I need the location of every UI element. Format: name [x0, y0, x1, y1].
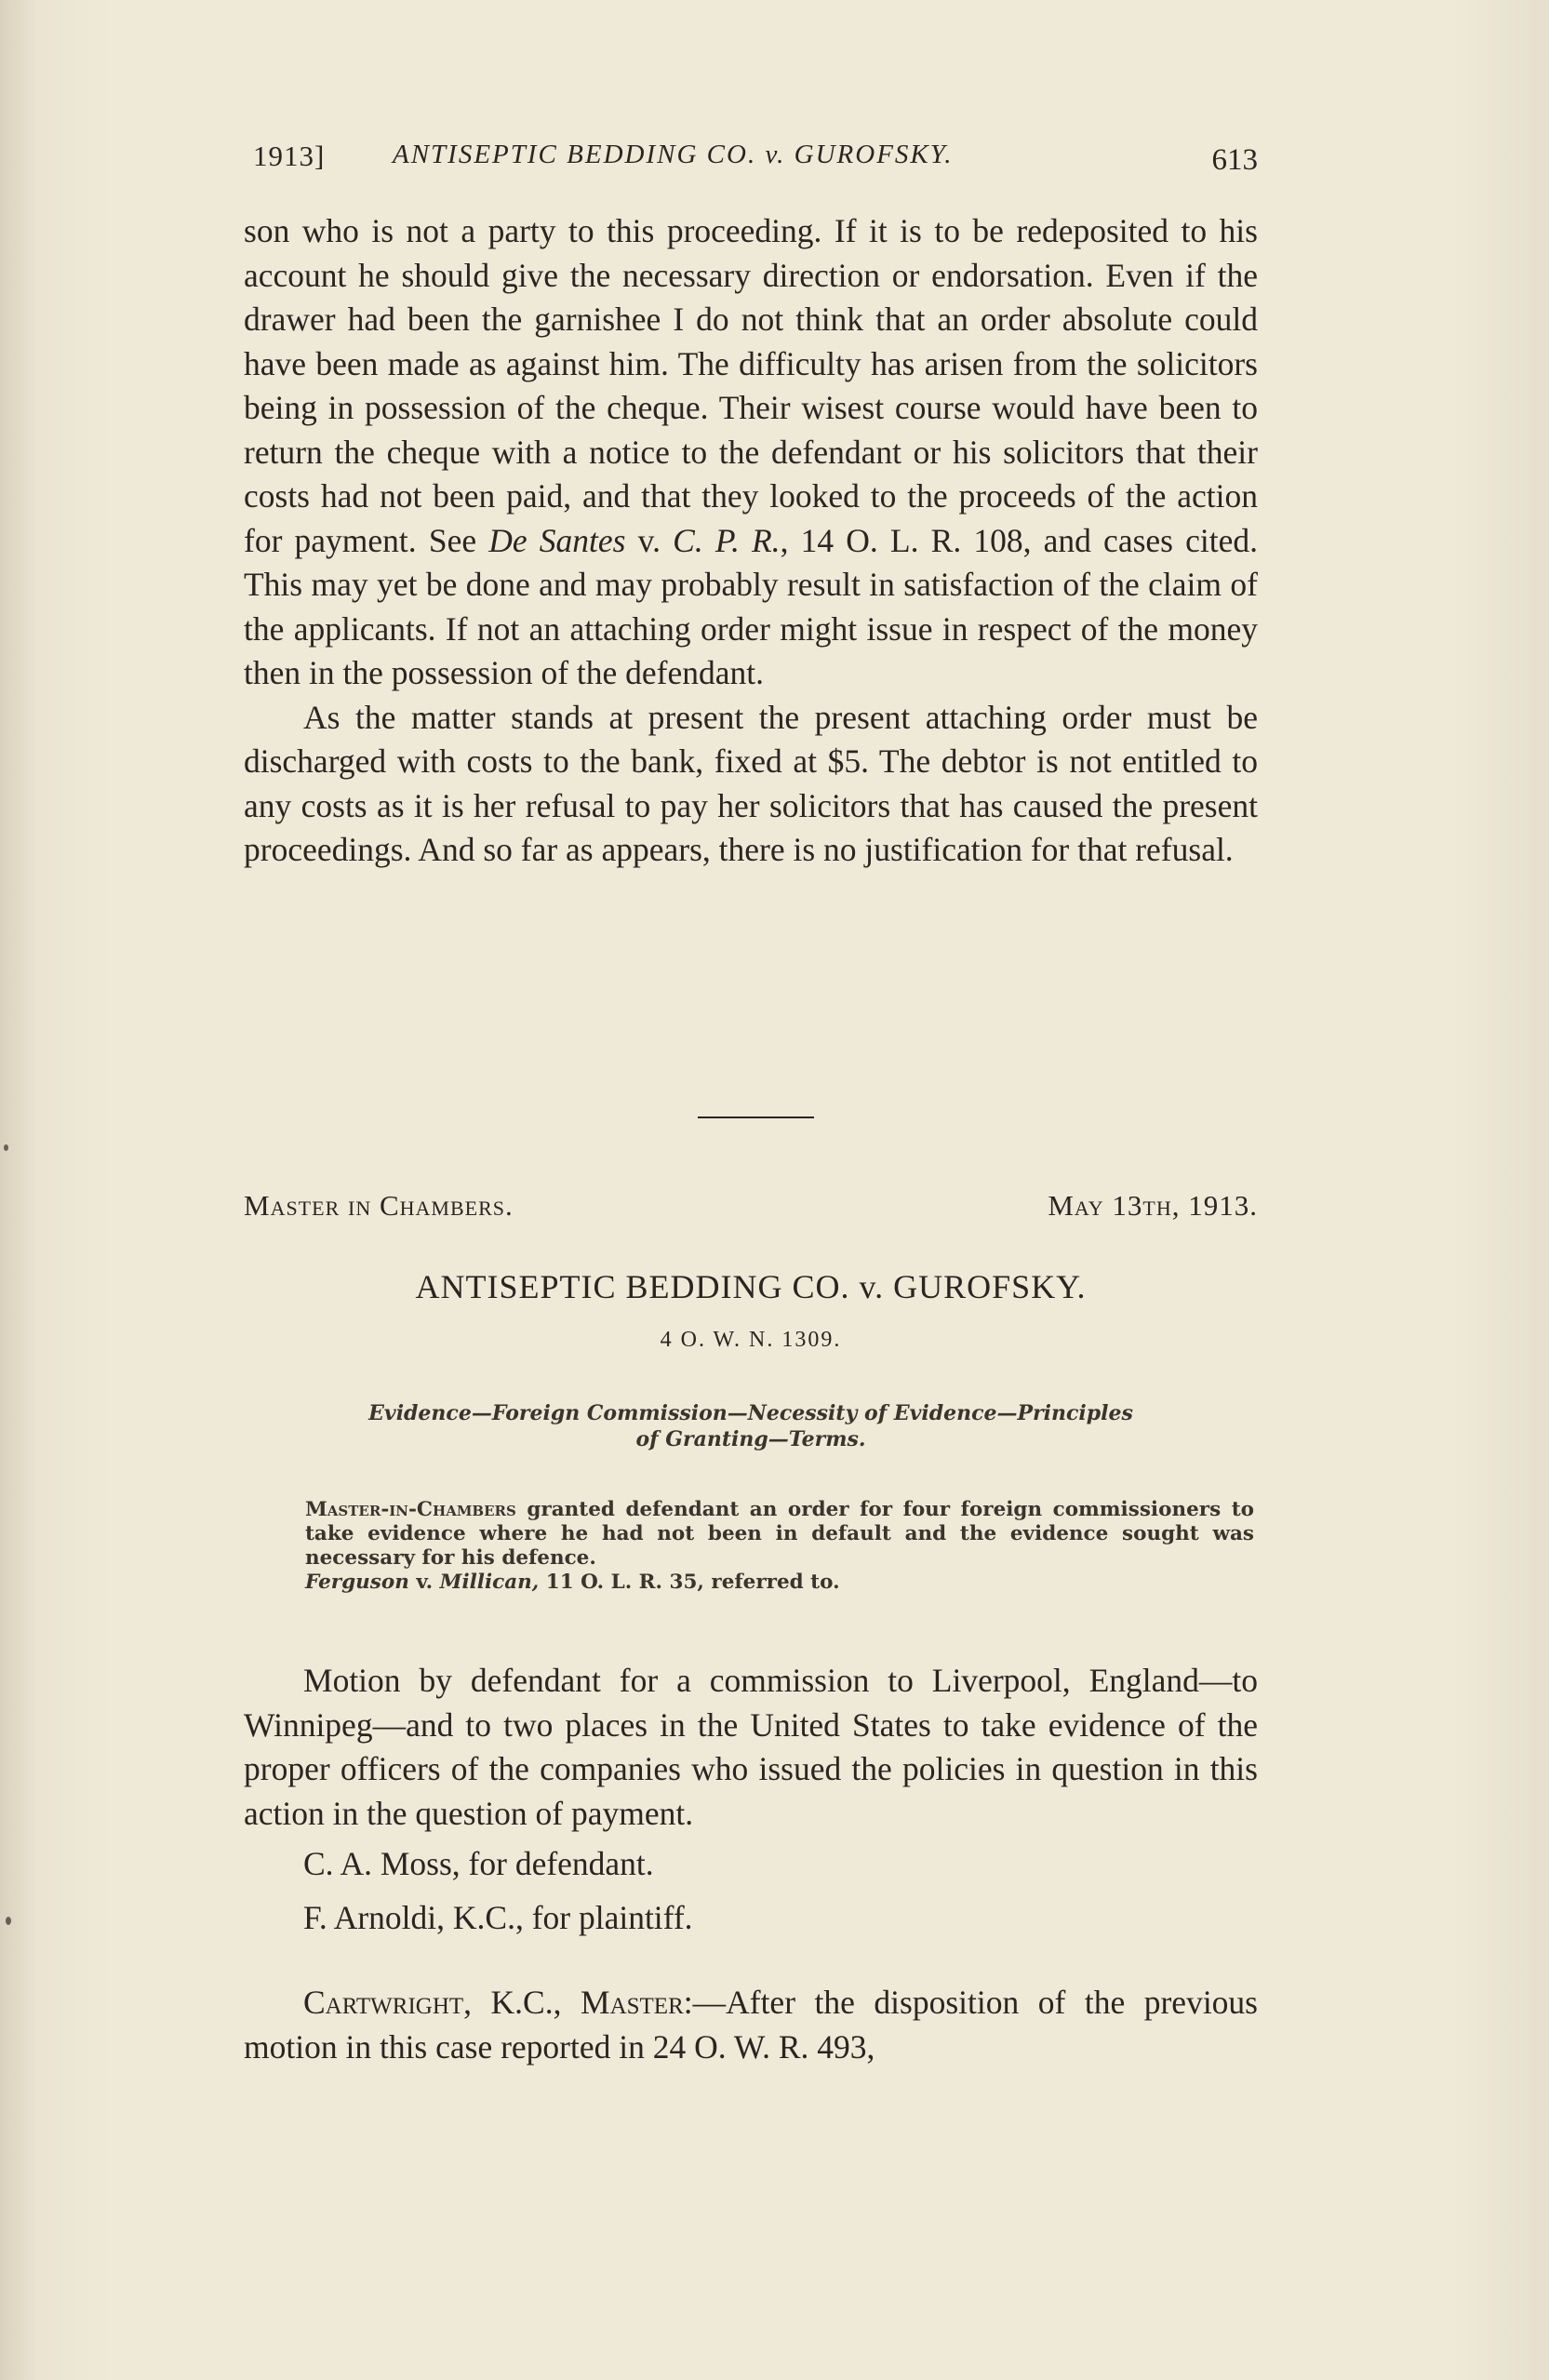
scan-speck [6, 1917, 11, 1925]
running-head [244, 132, 1258, 188]
case-citation: 4 O. W. N. 1309. [660, 1328, 842, 1352]
case-name-cpr: C. P. R. [673, 521, 781, 559]
continued-opinion [244, 209, 1258, 873]
page-number: 613 [1211, 143, 1258, 177]
headnote: Master-in-Chambers granted defendant an order for four foreign commissioners to take evidence where he had not been in default and the evidence sought was necessary for his defence. Ferguson v. Millican, 11 O. L. R. 35, referred to. [305, 1498, 1254, 1594]
decision-date: May 13th, 1913. [1048, 1189, 1258, 1222]
section-divider [698, 1116, 814, 1118]
case-body [244, 1659, 1258, 2069]
scan-speck [4, 1144, 8, 1151]
case-name-de-santes: De Santes [488, 521, 626, 559]
case-title: ANTISEPTIC BEDDING CO. v. GUROFSKY. [415, 1268, 1087, 1305]
court-name: Master in Chambers. [244, 1189, 514, 1222]
paragraph-2: As the matter stands at present the present attaching order must be discharged with costs to the bank, fixed at $5. The debtor is not entitled to any costs as it is her refusal to pay her solicitors that has caused the present proceedings. And so far as appears, there is no justification for that refusal. [244, 698, 1258, 868]
running-head-title: ANTISEPTIC BEDDING CO. v. GUROFSKY. [393, 140, 954, 169]
court-line [244, 1189, 1258, 1236]
counsel-plaintiff: F. Arnoldi, K.C., for plaintiff. [303, 1899, 693, 1936]
case-keywords: Evidence—Foreign Commission—Necessity of Evidence—Principles of Granting—Terms. [368, 1401, 1133, 1451]
running-head-year: 1913] [253, 140, 326, 172]
motion-paragraph: Motion by defendant for a commission to Liverpool, England—to Winnipeg—and to two places in the United States to take evidence of the proper officers of the companies who issued the policies in question in this action in the question of payment. [244, 1662, 1258, 1832]
paragraph-1: son who is not a party to this proceeding. If it is to be redeposited to his account he should give the necessary direction or endorsation. Even if the drawer had been the garnishee I do not think that an order absolute could have been made as against him. The difficulty has arisen from the solicitors being in possession of the cheque. Their wisest course would have been to return the cheque with a notice to the defendant or his solicitors that their costs had not been paid, and that they looked to the proceeds of the action for payment. See De Santes v. C. P. R., 14 O. L. R. 108, and cases cited. This may yet be done and may probably result in satisfaction of the claim of the applicants. If not an attaching order might issue in respect of the money then in the possession of the defendant. [244, 212, 1258, 691]
counsel-defendant: C. A. Moss, for defendant. [303, 1845, 654, 1882]
judgment-paragraph: Cartwright, K.C., Master:—After the disposition of the previous motion in this case reported in 24 O. W. R. 493, [244, 1984, 1258, 2066]
